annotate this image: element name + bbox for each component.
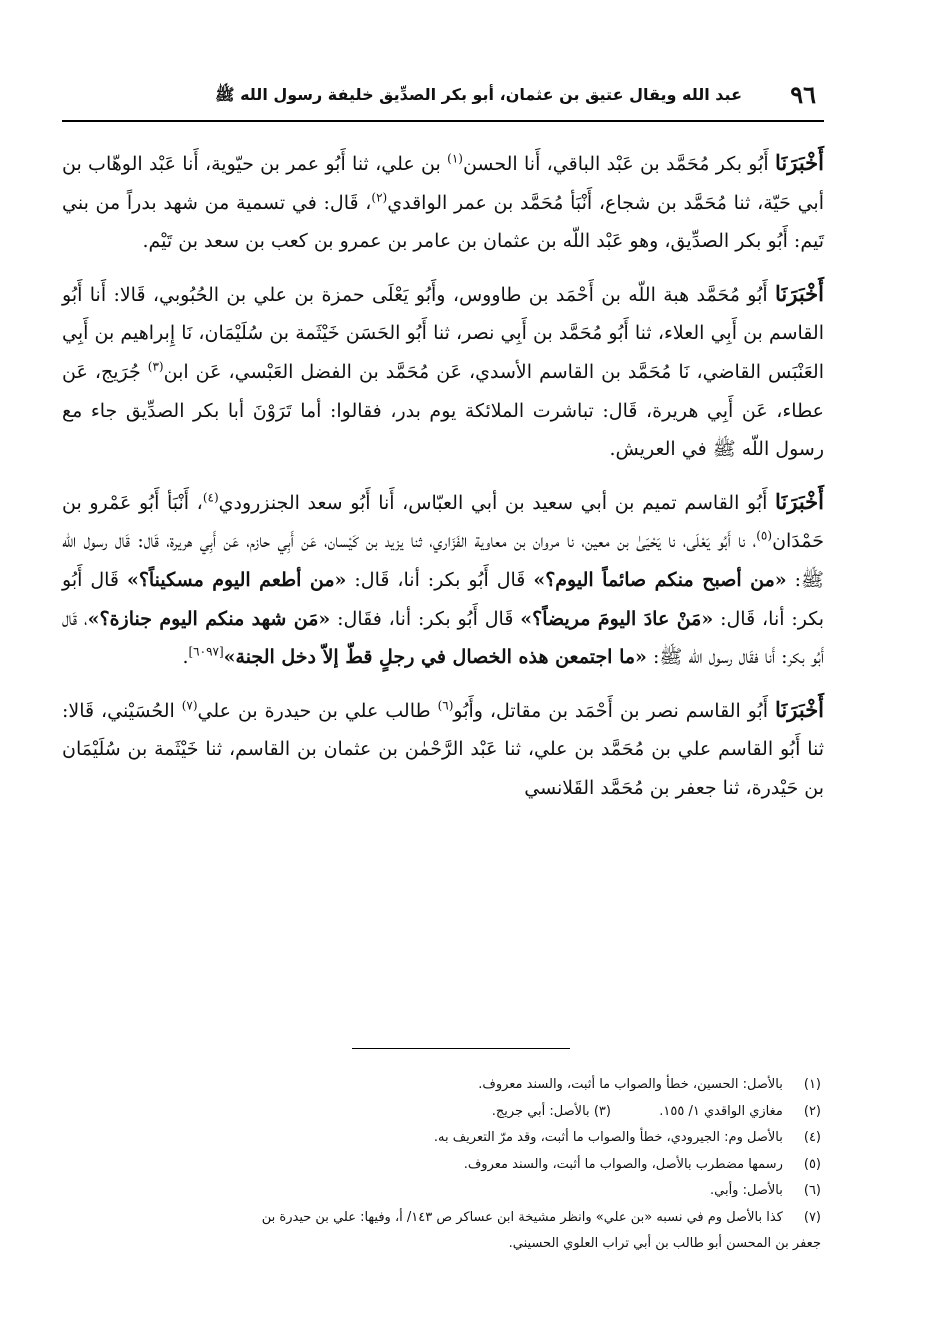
paragraph-text: طالب علي بن حيدرة بن علي <box>197 699 431 722</box>
footnote-text: رسمها مضطرب بالأصل، والصواب ما أثبت، والسند معروف. <box>463 1156 783 1172</box>
book-page <box>62 72 824 822</box>
paragraph-4 <box>62 691 824 808</box>
paragraph-lead: أَخْبَرَنَا <box>775 280 824 306</box>
paragraph-1 <box>62 144 824 261</box>
paragraph-lead: أَخْبَرَنَا <box>775 488 824 514</box>
paragraph-text: قَال أَبُو بكر: أنا، قَال: <box>354 568 526 591</box>
page-header <box>62 72 824 122</box>
footnote-ref: (٥) <box>756 529 773 544</box>
paragraph-text: أَبُو بكر مُحَمَّد بن عَبْد الباقي، أَنا الحسن <box>462 153 769 175</box>
paragraph-text: جُرَيج، عَن عطاء، عَن أَبِي هريرة، قَال: تباشرت الملائكة يوم بدر، فقالوا: أما تَرَوْنَ أبا بكر الصدِّيق جاء مع رسول اللّه ﷺ في العريش. <box>62 360 824 461</box>
footnote-number: (٦) <box>803 1183 821 1198</box>
page-number: ٩٦ <box>790 80 816 109</box>
footnote-ref: (٤) <box>202 490 219 505</box>
footnote-text: بالأصل: أبي جريج. <box>491 1103 590 1119</box>
footnote-4 <box>62 1125 821 1152</box>
paragraph-text: قَال أَبُو بكر: أنا، فقَال: <box>337 607 514 630</box>
paragraph-text: بن علي، ثنا أَبُو عمر بن حيّوية، أَنا عَبْد الوهّاب بن أبي حَيّة، ثنا مُحَمَّد بن شجاع، أَنْبَأ مُحَمَّد بن عمر الواقدي <box>62 153 825 214</box>
hadith-quote: «مَن شهد منكم اليوم جنازة؟» <box>87 607 331 630</box>
hadith-number: [٦٠٩٧] <box>188 644 224 659</box>
paragraph-text: أَبُو مُحَمَّد هبة اللّه بن أَحْمَد بن طاووس، وأَبُو يَعْلَى حمزة بن علي بن الحُبُوبي، قَالا: أَنا أَبُو القاسم بن أَبِي العلاء، ثنا أَبُو مُحَمَّد بن أَبِي نصر، ثنا أَبُو الحَسَن خَيْثَمة بن سُلَيْمَان، نَا إِبراهيم بن أَبِي العَنْبَس القاضي، نَا مُحَمَّد بن القاسم الأسدي، عَن مُحَمَّد بن الفضل العَبْسي، عَن ابن <box>62 283 824 383</box>
paragraph-text: ، أَنْبَأ أَبُو عَمْرو بن حَمْدَان <box>62 491 824 553</box>
paragraph-text: . <box>182 646 189 669</box>
paragraph-3 <box>62 483 824 677</box>
footnote-7 <box>62 1205 821 1232</box>
footnote-number: (٢) <box>803 1103 821 1119</box>
footnote-ref: (١) <box>447 151 463 166</box>
paragraph-2 <box>62 275 824 469</box>
footnote-1 <box>62 1072 821 1099</box>
footnote-text: مغازي الواقدي ١/ ١٥٥. <box>659 1103 783 1119</box>
footnote-ref: (٢) <box>371 190 388 205</box>
footnotes <box>62 1072 821 1258</box>
paragraph-text: الحُسَيْني، قَالا: ثنا أَبُو القاسم علي بن مُحَمَّد بن علي، ثنا عَبْد الرَّحْمٰن بن عثمان بن القاسم، ثنا خَيْثَمة بن سُلَيْمَان بن حَيْدرة، ثنا جعفر بن مُحَمَّد القَلانسي <box>62 699 824 799</box>
footnote-text: جعفر بن المحسن أبو طالب بن أبي تراب العلوي الحسيني. <box>508 1236 821 1251</box>
paragraph-text: ، نا أَبُو يَعْلَى، نا يَحْيَىٰ بن معين، نا مروان بن معاوية الفَزَاري، ثنا يزيد بن كَيْسان، عَن أَبِي حازم، عَن أَبِي هريرة، قَال: قَال رسول اللّه ﷺ: <box>62 530 824 591</box>
main-text <box>62 144 824 808</box>
paragraph-lead: أَخْبَرَنَا <box>775 150 824 175</box>
footnote-number: (١) <box>803 1077 821 1092</box>
footnote-5 <box>62 1152 821 1179</box>
footnote-text: بالأصل وم: الجيرودي، خطأ والصواب ما أثبت، وقد مرّ التعريف به. <box>433 1130 783 1145</box>
footnote-6 <box>62 1178 821 1205</box>
paragraph-text: ، قَال أَبُو بكر: أَنا فقَال رسول اللّه ﷺ: <box>62 607 824 669</box>
footnote-number: (٥) <box>803 1156 821 1172</box>
header-rule <box>62 120 824 122</box>
footnote-rule <box>352 1048 570 1049</box>
paragraph-text: أَبُو القاسم تميم بن أبي سعيد بن أبي العبّاس، أَنا أَبُو سعد الجنزرودي <box>218 491 768 514</box>
paragraph-lead: أَخْبَرَنَا <box>775 696 825 722</box>
footnote-text: بالأصل: وأبي. <box>709 1183 783 1198</box>
hadith-quote: «ما اجتمعن هذه الخصال في رجلٍ قطّ إلاّ دخل الجنة» <box>223 646 647 669</box>
paragraph-text: قَال أَبُو بكر: أنا، قَال: <box>62 568 825 630</box>
footnote-text: بالأصل: الحسين، خطأ والصواب ما أثبت، والسند معروف. <box>478 1077 783 1092</box>
footnote-text: كذا بالأصل وم في نسبه «بن علي» وانظر مشيخة ابن عساكر ص ١٤٣/ أ، وفيها: علي بن حيدرة بن <box>261 1209 783 1225</box>
hadith-quote: «من أصبح منكم صائماً اليوم؟» <box>533 568 787 591</box>
footnote-ref: (٧) <box>181 698 198 713</box>
footnote-number: (٤) <box>803 1130 821 1145</box>
paragraph-text: ، قَال: في تسمية من شهد بدراً من بني تَيم: أَبُو بكر الصدِّيق، وهو عَبْد اللّه بن عثمان بن عامر بن عمرو بن كعب بن سعد بن تَيْم. <box>62 191 824 253</box>
hadith-quote: «من أطعم اليوم مسكيناً؟» <box>126 568 347 591</box>
paragraph-text: أَبُو القاسم نصر بن أَحْمَد بن مقاتل، وأَبُو <box>453 699 769 722</box>
footnote-7-continuation <box>62 1231 821 1258</box>
footnote-number: (٧) <box>803 1209 821 1225</box>
footnote-number: (٣) <box>593 1103 611 1119</box>
hadith-quote: «مَنْ عادَ اليومَ مريضاً؟» <box>520 607 714 630</box>
running-head: عبد الله ويقال عتيق بن عثمان، أبو بكر الصدِّيق خليفة رسول الله ﷺ <box>215 85 742 104</box>
footnote-ref: (٦) <box>437 698 454 713</box>
footnote-ref: (٣) <box>147 359 164 374</box>
footnote-2 <box>62 1099 821 1126</box>
